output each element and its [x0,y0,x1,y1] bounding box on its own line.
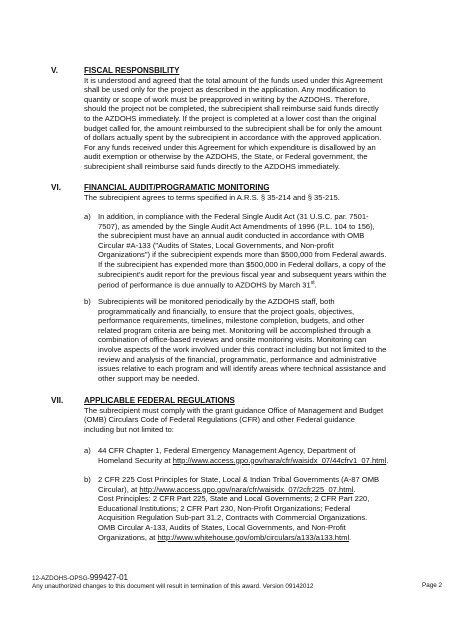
item-text [98,475,418,542]
page-number: Page 2 [422,582,442,589]
text-line: It is understood and agreed that the total amount of the funds used under this Agreement [84,75,383,85]
section-body [84,396,414,434]
section-body [84,66,414,172]
text-line: Circular #A-133 ("Audits of States, Local Governments, and Non-profit [98,240,334,250]
text-line: If the subrecipient has expended more than $500,000 in Federal dollars, a copy of the [98,259,386,269]
text-line: 2 CFR 225 Cost Principles for State, Local & Indian Tribal Governments (A-87 OMB [98,475,380,484]
item-label: b) [84,475,91,484]
text-fragment: . [349,532,352,542]
text-line: review and analysis of the financial, programmatic, performance and administrative [98,354,377,364]
text-line: budget called for, the amount reimbursed to the subrecipient shall be for only the amount [84,123,382,133]
text-line: other support may be needed. [98,373,200,383]
text-line: For any funds received under this Agreement for which expenditure is disallowed by an [84,142,376,152]
document-id [32,574,442,583]
regulation-link[interactable]: http://www.access.gpo.gov/nara/cfr/waisidx_07/44cfrv1_07.html [172,455,387,465]
text-line: 7507), as amended by the Single Audit Act Amendments of 1996 (P.L. 104 to 156), [98,221,375,231]
text-line: combination of office-based reviews and onsite monitoring visits. Monitoring can [98,335,367,345]
text-line: subrecipient's audit report for the previous fiscal year and subsequent years within the [98,269,387,279]
item-text [98,297,418,383]
text-fragment: . [353,484,356,494]
text-line-last [98,279,418,290]
text-line: Acquisition Regulation Sub-part 31.2, Contracts with Commercial Organizations. [98,513,368,523]
text-fragment: . [386,455,389,465]
text-line: Cost Principles: 2 CFR Part 225, State and Local Governments; 2 CFR Part 220, [98,494,370,504]
text-line: to the AZDOHS immediately. If the project is completed at a lower cost than the original [84,113,377,123]
text-line: The subrecipient agrees to terms specified in A.R.S. § 35-214 and § 35-215. [84,192,340,202]
text-line: Subrecipients will be monitored periodically by the AZDOHS staff, both [98,297,335,306]
page-footer [32,574,442,591]
section-body [84,183,414,202]
item-label: a) [84,212,91,221]
text-line: issues relative to each program and will identify areas where technical assistance and [98,364,386,374]
item-label: b) [84,297,91,306]
section-heading: FISCAL RESPONSBILITY [84,66,180,75]
section-heading: FINANCIAL AUDIT/PROGRAMATIC MONITORING [84,183,270,192]
text-line [98,485,418,495]
text-line: of dollars actually spent by the subrecipient in accordance with the approved application. [84,133,382,143]
text-line: should the project not be completed, the subrecipient shall reimburse said funds directly [84,104,379,114]
text-fragment: period of performance is due annually to AZDOHS by March 31 [98,280,311,290]
document-id-number: 999427-01 [89,573,128,582]
text-fragment: Circular), at [98,484,140,494]
item-text [98,446,418,465]
text-line: In addition, in compliance with the Federal Single Audit Act (31 U.S.C. par. 7501- [98,212,369,221]
text-line: (OMB) Circulars Code of Federal Regulations (CFR) and other Federal guidance [84,415,355,425]
text-line: related program criteria are being met. Monitoring will be accomplished through a [98,325,371,335]
text-fragment: Organizations, at [98,532,158,542]
text-line: quantity or scope of work must be preapproved in writing by the AZDOHS. Therefore, [84,94,370,104]
text-line: involve aspects of the work involved under this contract including but not limited to the [98,344,387,354]
superscript: st [310,280,315,287]
regulation-link[interactable]: http://www.access.gpo.gov/nara/cfr/waisidx_07/2cfr225_07.html [139,484,354,494]
text-line [98,533,418,543]
item-label: a) [84,446,91,455]
section-heading: APPLICABLE FEDERAL REGULATIONS [84,396,235,405]
text-line: 44 CFR Chapter 1, Federal Emergency Management Agency, Department of [98,446,356,455]
text-line: audit exemption or otherwise by the AZDOHS, the State, or Federal government, the [84,152,368,162]
text-fragment: Homeland Security at [98,455,173,465]
section-number: V. [51,66,58,75]
text-line: The subrecipient must comply with the grant guidance Office of Management and Budget [84,405,384,415]
text-line: programmatically and financially, to ensure that the project goals, objectives, [98,306,355,316]
text-line: OMB Circular A-133, Audits of States, Local Governments, and Non-Profit [98,522,346,532]
regulation-link[interactable]: http://www.whitehouse.gov/omb/circulars/a133/a133.html [157,532,350,542]
section-number: VII. [51,396,64,405]
section-number: VI. [51,183,62,192]
footer-notice: Any unauthorized changes to this document will result in termination of this award. Version 09142012 [32,583,314,590]
item-text [98,212,418,290]
text-line: the subrecipient must have an annual audit conducted in accordance with OMB [98,231,365,241]
document-id-prefix: 12-AZDOHS-OPSG- [32,575,90,582]
text-line: performance requirements, timelines, milestone completion, budgets, and other [98,316,365,326]
text-line [98,456,418,466]
text-line: Organizations") if the subrecipient expends more than $500,000 from Federal awards. [98,250,387,260]
text-line: Educational Institutions; 2 CFR Part 230, Non-Profit Organizations; Federal [98,503,351,513]
text-line: subrecipient shall reimburse said funds directly to the AZDOHS immediately. [84,161,341,171]
text-line: shall be used only for the project as described in the application. Any modification to [84,85,366,95]
text-line: including but not limited to: [84,424,174,434]
text-fragment: . [314,280,317,290]
